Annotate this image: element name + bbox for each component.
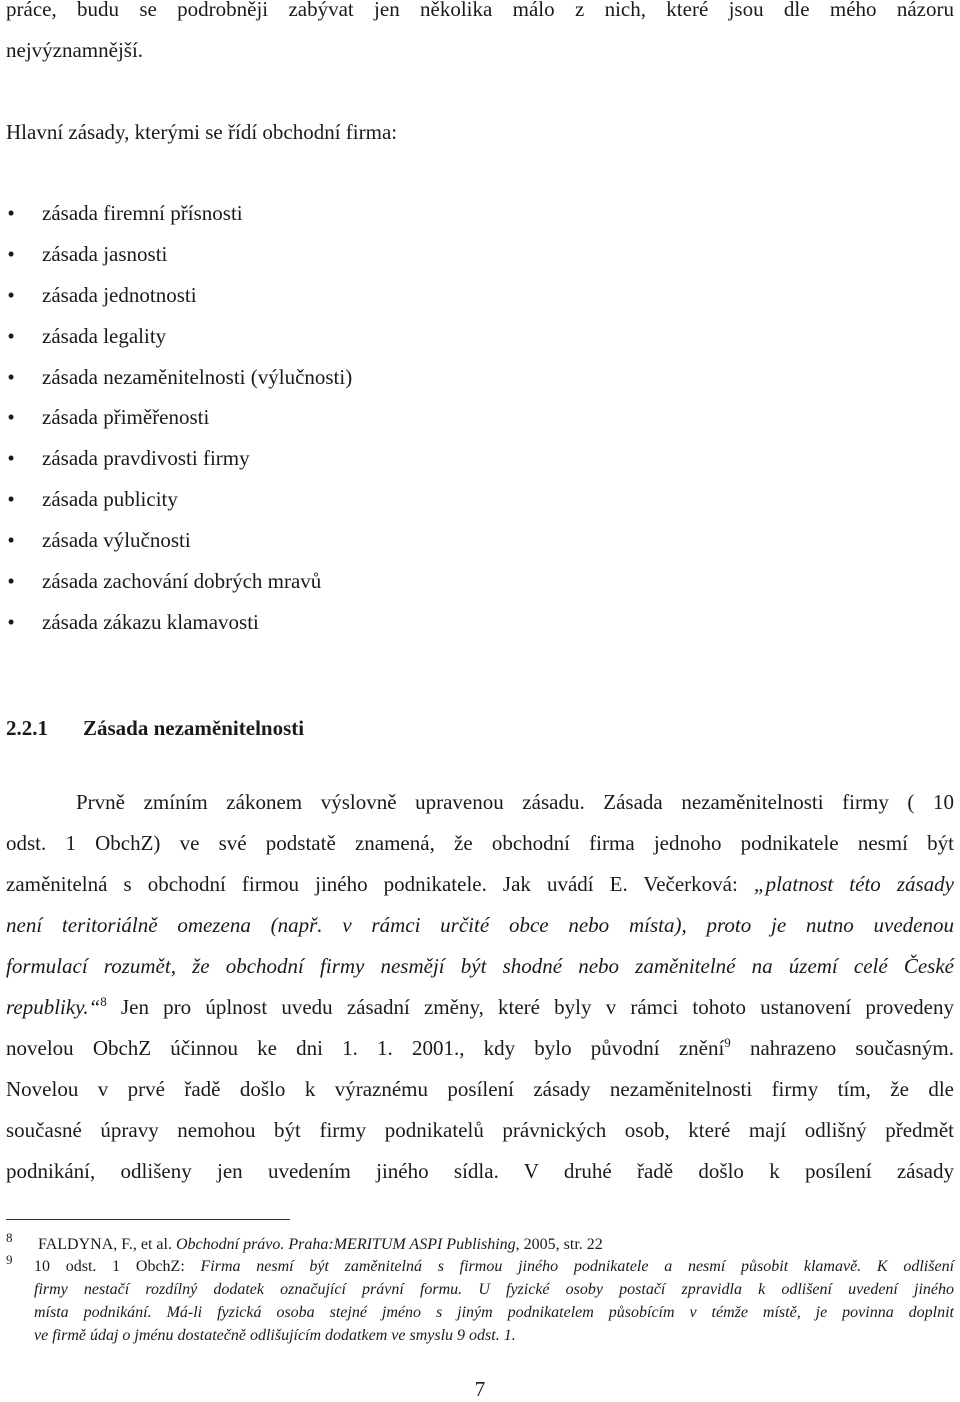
footnote-number-9: 9 (6, 1252, 13, 1267)
footnote-9-line: místa podnikání. Má-li fyzická osoba stejné jméno s jiným podnikatelem působícím v témže místě, je povinna doplnit (34, 1304, 954, 1321)
footnote-9-line: 10 odst. 1 ObchZ: Firma nesmí být zaměnitelná s firmou jiného podnikatele a nesmí působit klamavě. K odlišení (34, 1258, 955, 1275)
intro-line-1: práce, budu se podrobněji zabývat jen několika málo z nich, které jsou dle mého názoru (6, 0, 954, 21)
bullet-icon: • (7, 405, 15, 429)
bullet-icon: • (7, 528, 15, 552)
document-page: práce, budu se podrobněji zabývat jen několika málo z nich, které jsou dle mého názoru nejvýznamnější. Hlavní zásady, kterými se řídí obchodní firma: • zásada firemní přísnosti • zásada jasnosti • zásada jednotnosti • zásada legality • zásada nezaměnitelnosti (výlučnosti) • zásada přiměřenosti • zásada pravdivosti firmy • zásada publicity • zásada výlučnosti • zásada zachování dobrých mravů • zásada zákazu klamavosti 2.2.1 Zásada nezaměnitelnosti Prvně zmíním zákonem výslovně upravenou zásadu. Zásada nezaměnitelnosti firmy ( 10 odst. 1 ObchZ) ve své podstatě znamená, že obchodní firma jednoho podnikatele nesmí být zaměnitelná s obchodní firmou jiného podnikatele. Jak uvádí E. Večerková: „platnost této zásady není teritoriálně omezena (např. v rámci určité obce nebo místa), proto je nutno uvedenou formulací rozumět, že obchodní firmy nesmějí být shodné nebo zaměnitelné na území celé České republiky.“$^8$ Jen pro úplnost uvedu zásadní změny, které byly v rámci tohoto ustanovení provedeny novelou ObchZ účinnou ke dni 1. 1. 2001., kdy bylo původní znění$^9$ nahrazeno současným. Novelou v prvé řadě došlo k výraznému posílení zásady nezaměnitelnosti firmy tím, že dle současné úpravy nemohou být firmy podnikatelů právnických osob, které mají odlišný předmět podnikání, odlišeny jen uvedením jiného sídla. V druhé řadě došlo k posílení zásady 8 FALDYNA, F., et al. Obchodní právo. Praha:MERITUM ASPI Publishing, 2005, str. 22 9 10 odst. 1 ObchZ: Firma nesmí být zaměnitelná s firmou jiného podnikatele a nesmí působit klamavě. K odlišení firmy nestačí rozdílný dodatek označující právní formu. U fyzické osoby postačí zpravidla k odlišení uvedení jiného místa podnikání. Má-li fyzická osoba stejné jméno s jiným podnikatelem působícím v témže místě, je povinna doplnit ve firmě údaj o jménu dostatečně odlišujícím dodatkem ve smyslu 9 odst. 1. 7 (0, 0, 960, 1398)
footnote-ref-8[interactable]: 8 (100, 994, 107, 1009)
bullet-icon: • (7, 242, 15, 266)
footnote-8: FALDYNA, F., et al. Obchodní právo. Praha:MERITUM ASPI Publishing, 2005, str. 22 (38, 1236, 603, 1253)
paragraph-line: zaměnitelná s obchodní firmou jiného podnikatele. Jak uvádí E. Večerková: „platnost této zásady (6, 872, 954, 896)
bullet-icon: • (7, 365, 15, 389)
paragraph-line-italic: není teritoriálně omezena (např. v rámci určité obce nebo místa), proto je nutno uvedenou (6, 913, 954, 937)
footnote-9-line: firmy nestačí rozdílný dodatek označující právní formu. U fyzické osoby postačí zpravidla k odlišení uvedení jiného (34, 1281, 954, 1298)
bullet-icon: • (7, 569, 15, 593)
paragraph-line: republiky.“$^8$ Jen pro úplnost uvedu zásadní změny, které byly v rámci tohoto ustanovení provedeny (6, 994, 954, 1019)
section-title: Zásada nezaměnitelnosti (83, 716, 305, 740)
page-number: 7 (474, 1377, 486, 1401)
footnote-number-8: 8 (6, 1230, 13, 1245)
paragraph-line: odst. 1 ObchZ) ve své podstatě znamená, že obchodní firma jednoho podnikatele nesmí být (6, 831, 954, 855)
principles-heading: Hlavní zásady, kterými se řídí obchodní firma: (6, 120, 398, 144)
paragraph-line: současné úpravy nemohou být firmy podnikatelů právnických osob, které mají odlišný předmět (6, 1118, 954, 1142)
paragraph-line: novelou ObchZ účinnou ke dni 1. 1. 2001., kdy bylo původní znění$^9$ nahrazeno současným. (6, 1035, 954, 1060)
quote-start: „platnost této zásady (753, 872, 954, 896)
bullet-icon: • (7, 283, 15, 307)
bullet-icon: • (7, 610, 15, 634)
bullet-icon: • (7, 201, 15, 225)
paragraph-line-italic: formulací rozumět, že obchodní firmy nesmějí být shodné nebo zaměnitelné na území celé České (6, 954, 954, 978)
footnote-9-line: ve firmě údaj o jménu dostatečně odlišujícím dodatkem ve smyslu 9 odst. 1. (34, 1327, 516, 1344)
section-number: 2.2.1 (6, 716, 48, 740)
bullet-icon: • (7, 446, 15, 470)
bullet-icon: • (7, 487, 15, 511)
footnote-separator (6, 1219, 290, 1220)
bullet-icon: • (7, 324, 15, 348)
paragraph-line: Novelou v prvé řadě došlo k výraznému posílení zásady nezaměnitelnosti firmy tím, že dle (6, 1077, 954, 1101)
intro-line-2: nejvýznamnější. (6, 38, 144, 62)
footnote-ref-9[interactable]: 9 (724, 1035, 731, 1050)
paragraph-line: podnikání, odlišeny jen uvedením jiného sídla. V druhé řadě došlo k posílení zásady (6, 1159, 954, 1183)
paragraph-line: Prvně zmíním zákonem výslovně upravenou zásadu. Zásada nezaměnitelnosti firmy ( 10 (76, 790, 954, 814)
